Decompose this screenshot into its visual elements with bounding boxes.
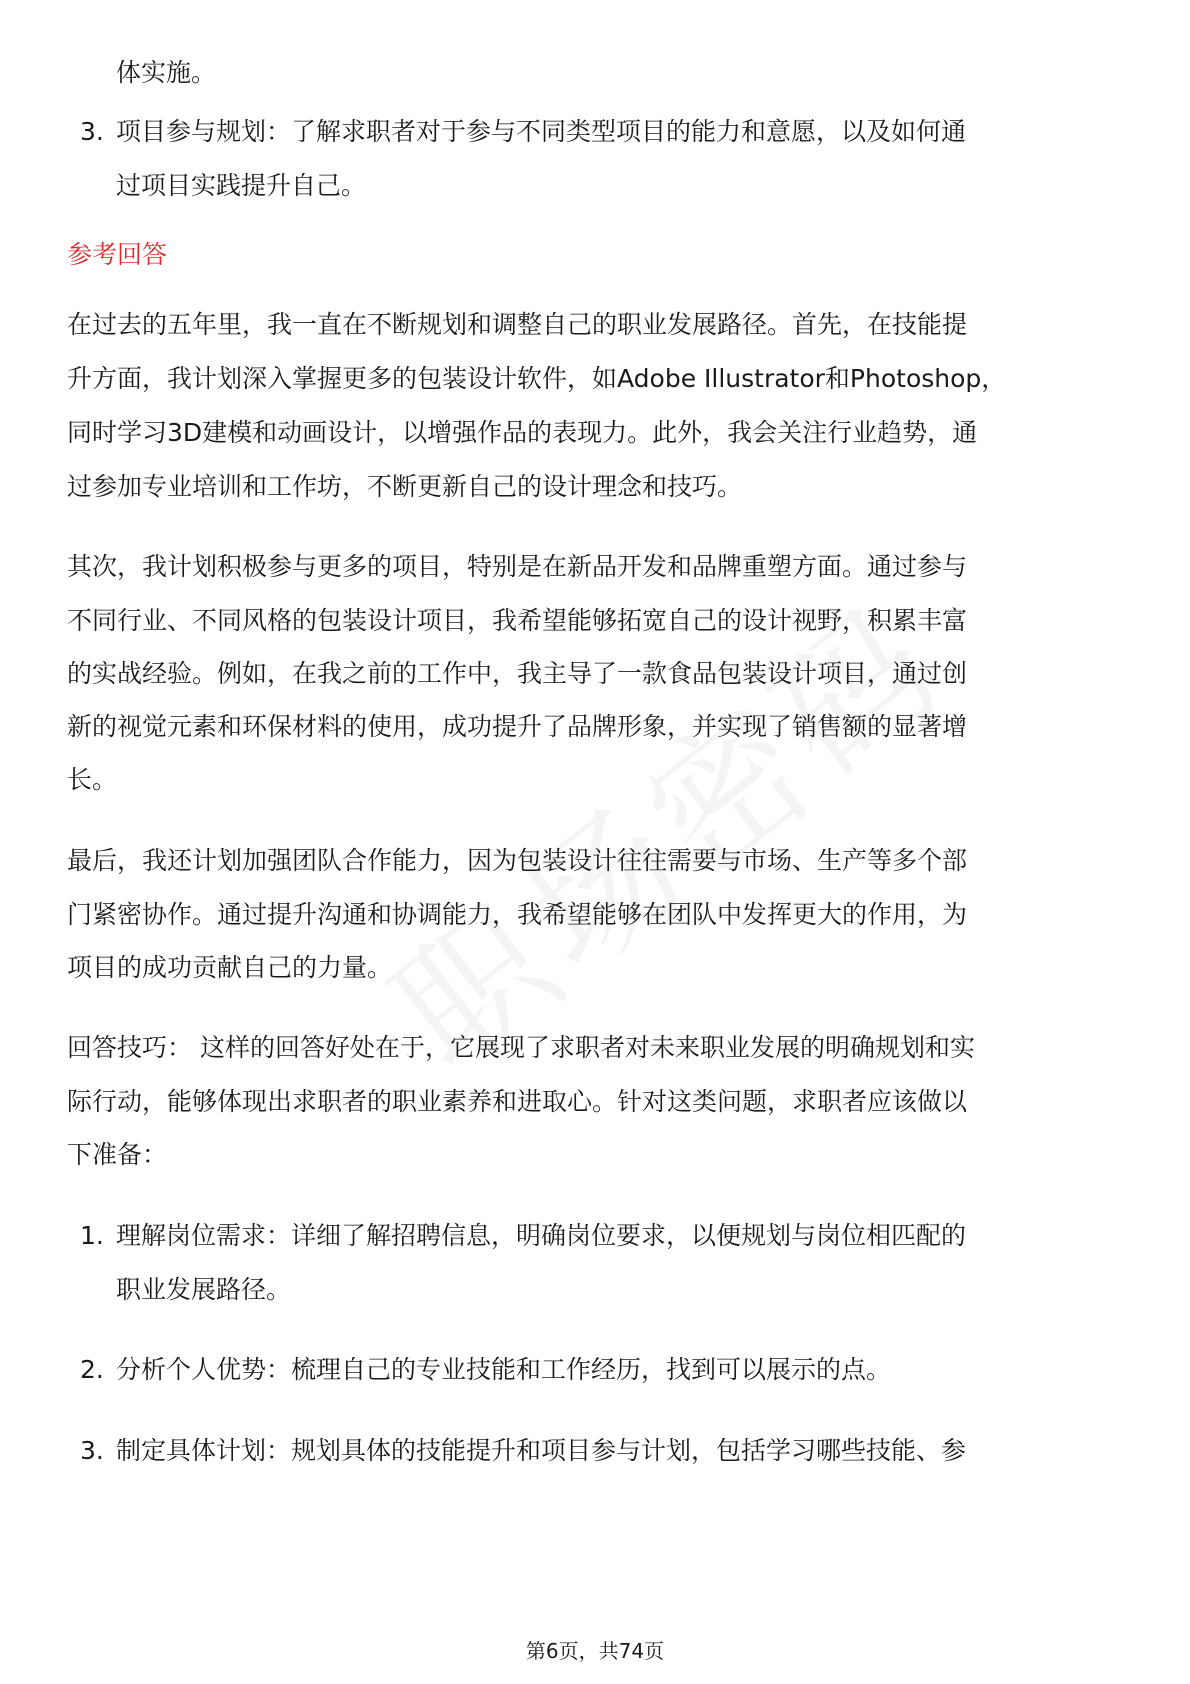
tips-line: 际行动，能够体现出求职者的职业素养和进取心。针对这类问题，求职者应该做以 xyxy=(67,1087,968,1116)
list-item-text: 职业发展路径。 xyxy=(116,1275,292,1304)
paragraph-line: 项目的成功贡献自己的力量。 xyxy=(67,953,393,982)
tips-line: 下准备： xyxy=(67,1140,168,1169)
paragraph-line: 同时学习3D建模和动画设计，以增强作品的表现力。此外，我会关注行业趋势，通 xyxy=(67,418,978,447)
paragraph-line: 长。 xyxy=(67,765,118,794)
paragraph-line: 升方面，我计划深入掌握更多的包装设计软件，如Adobe Illustrator和Photoshop， xyxy=(67,364,1007,393)
paragraph-line: 的实战经验。例如，在我之前的工作中，我主导了一款食品包装设计项目，通过创 xyxy=(67,659,968,688)
list-number: 2. xyxy=(80,1355,104,1384)
tips-line: 回答技巧： 这样的回答好处在于，它展现了求职者对未来职业发展的明确规划和实 xyxy=(67,1033,975,1062)
continuation-text: 体实施。 xyxy=(116,58,217,87)
list-number: 3. xyxy=(80,1436,104,1465)
paragraph-line: 门紧密协作。通过提升沟通和协调能力，我希望能够在团队中发挥更大的作用，为 xyxy=(67,900,968,929)
paragraph-line: 最后，我还计划加强团队合作能力，因为包装设计往往需要与市场、生产等多个部 xyxy=(67,846,968,875)
list-item-text: 分析个人优势：梳理自己的专业技能和工作经历，找到可以展示的点。 xyxy=(116,1355,892,1384)
page-footer: 第6页，共74页 xyxy=(525,1639,665,1663)
list-item-text: 过项目实践提升自己。 xyxy=(116,171,367,200)
list-item-text: 理解岗位需求：详细了解招聘信息，明确岗位要求，以便规划与岗位相匹配的 xyxy=(116,1221,967,1250)
list-number: 3. xyxy=(80,117,104,146)
paragraph-line: 其次，我计划积极参与更多的项目，特别是在新品开发和品牌重塑方面。通过参与 xyxy=(67,552,968,581)
paragraph-line: 新的视觉元素和环保材料的使用，成功提升了品牌形象，并实现了销售额的显著增 xyxy=(67,712,968,741)
list-number: 1. xyxy=(80,1221,104,1250)
list-item-text: 项目参与规划：了解求职者对于参与不同类型项目的能力和意愿，以及如何通 xyxy=(116,117,967,146)
paragraph-line: 在过去的五年里，我一直在不断规划和调整自己的职业发展路径。首先，在技能提 xyxy=(67,310,968,339)
list-item-text: 制定具体计划：规划具体的技能提升和项目参与计划，包括学习哪些技能、参 xyxy=(116,1436,967,1465)
section-heading: 参考回答 xyxy=(67,240,168,269)
paragraph-line: 不同行业、不同风格的包装设计项目，我希望能够拓宽自己的设计视野，积累丰富 xyxy=(67,606,968,635)
paragraph-line: 过参加专业培训和工作坊，不断更新自己的设计理念和技巧。 xyxy=(67,472,743,501)
watermark xyxy=(192,405,1147,1274)
